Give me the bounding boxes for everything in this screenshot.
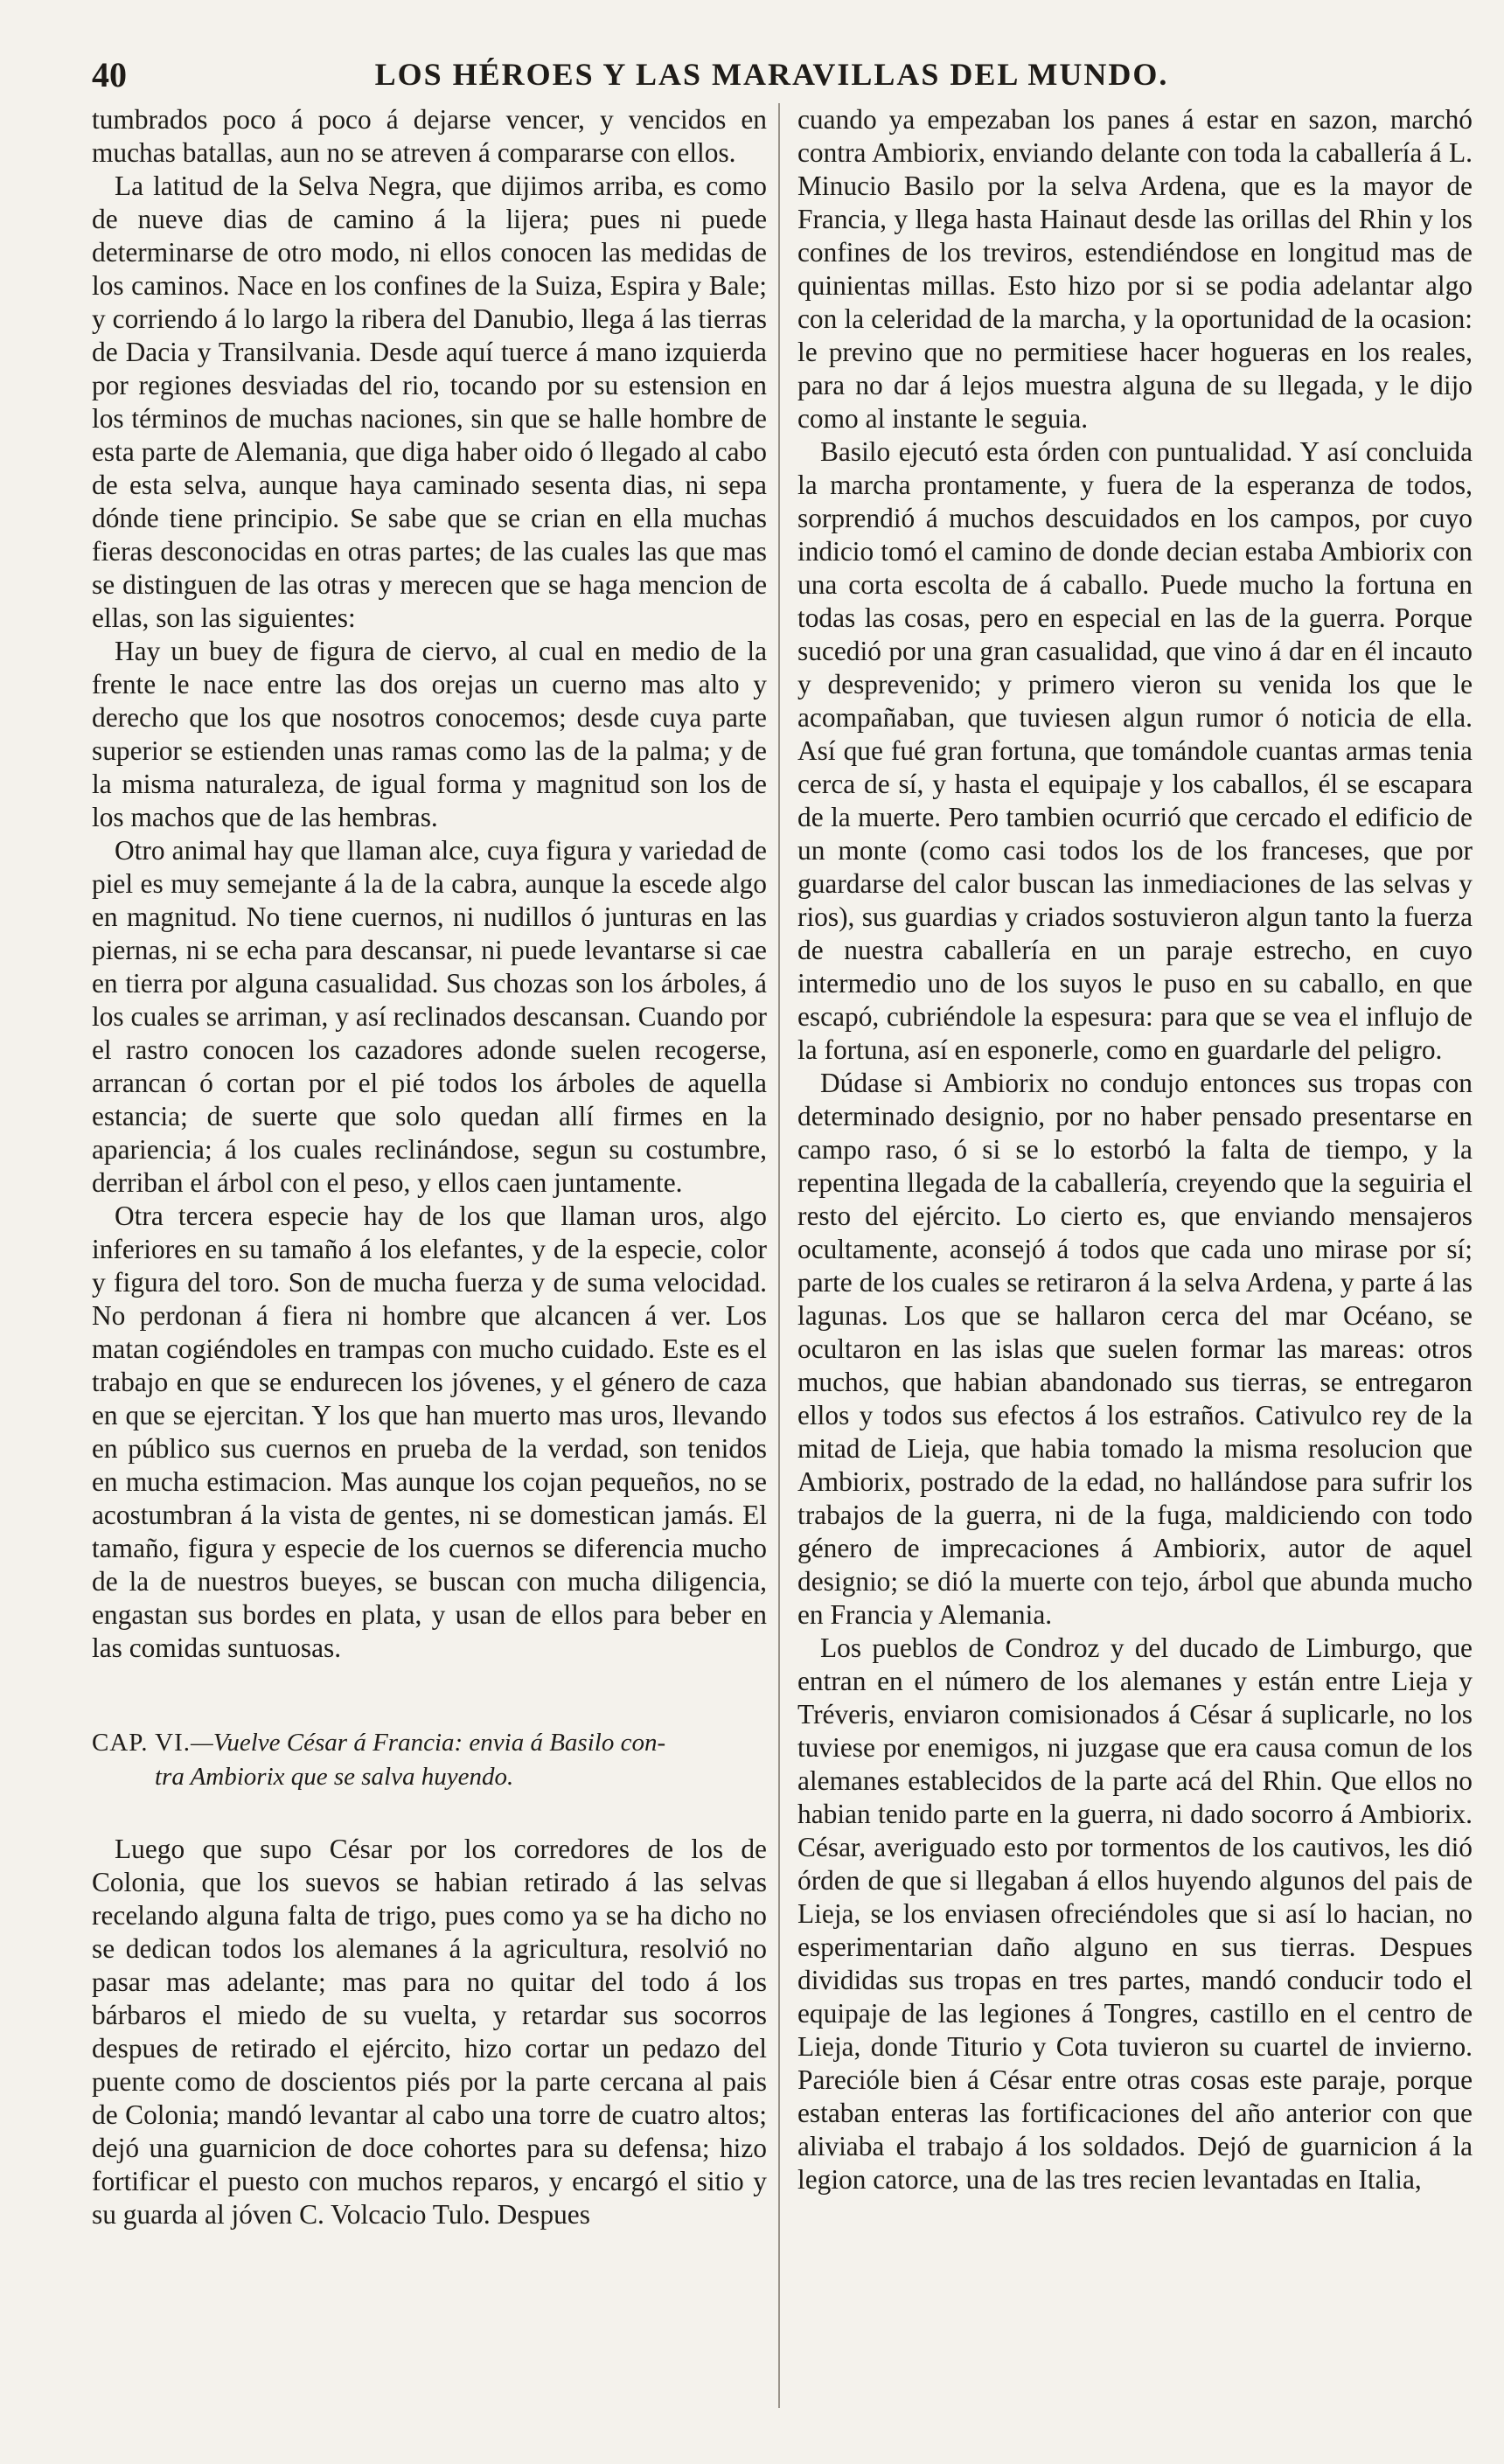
right-column xyxy=(797,103,1473,2196)
chapter-title-line-2: tra Ambiorix que se salva huyendo. xyxy=(155,1763,514,1792)
paragraph: cuando ya empezaban los panes á estar en sazon, marchó contra Ambiorix, enviando delante con toda la caballería á L. Minucio Basilo por la selva Ardena, que es la mayor de Francia, y llega hasta Hainaut desde las orillas del Rhin y los confines de los treviros, estendiéndose en longitud mas de quinientas millas. Esto hizo por si se podia adelantar algo con la celeridad de la marcha, y la oportunidad de la ocasion: le previno que no permitiese hacer hogueras en los reales, para no dar á lejos muestra alguna de su llegada, y le dijo como al instante le seguia. xyxy=(797,104,1473,434)
running-title: LOS HÉROES Y LAS MARAVILLAS DEL MUNDO. xyxy=(374,57,1169,92)
paragraph: Otro animal hay que llaman alce, cuya figura y variedad de piel es muy semejante á la de la cabra, aunque la escede algo en magnitud. No tiene cuernos, ni nudillos ó junturas en las piernas, ni se echa para descansar, ni puede levantarse si cae en tierra por alguna casualidad. Sus chozas son los árboles, á los cuales se arriman, y así reclinados descansan. Cuando por el rastro conocen los cazadores adonde suelen recogerse, arrancan ó cortan por el pié todos los árboles de aquella estancia; de suerte que solo quedan allí firmes en la apariencia; á los cuales reclinándose, segun su costumbre, derriban el árbol con el peso, y ellos caen juntamente. xyxy=(92,835,767,1198)
page-number: 40 xyxy=(92,55,127,94)
chapter-title-line-1: —Vuelve César á Francia: envia á Basilo con- xyxy=(191,1729,666,1757)
paragraph: Los pueblos de Condroz y del ducado de Limburgo, que entran en el número de los alemanes y están entre Lieja y Tréveris, enviaron comisionados á César á suplicarle, no los tuviese por enemigos, ni juzgase que era causa comun de los alemanes establecidos de la parte acá del Rhin. Que ellos no habian tenido parte en la guerra, ni dado socorro á Ambiorix. César, averiguado esto por tormentos de los cautivos, les dió órden de que si llegaban á ellos huyendo algunos del pais de Lieja, se los enviasen ofreciéndoles que si así lo hacian, no esperimentarian daño alguno en sus tierras. Despues divididas sus tropas en tres partes, mandó conducir todo el equipaje de las legiones á Tongres, castillo en el centro de Lieja, donde Titurio y Cota tuvieron su cuartel de invierno. Parecióle bien á César entre otras cosas este paraje, porque estaban enteras las fortificaciones del año anterior con que aliviaba el trabajo á los soldados. Dejó de guarnicion á la legion catorce, una de las tres recien levantadas en Italia, xyxy=(797,1632,1473,2195)
paragraph: La latitud de la Selva Negra, que dijimos arriba, es como de nueve dias de camino á la lijera; pues ni puede determinarse de otro modo, ni ellos conocen las medidas de los caminos. Nace en los confines de la Suiza, Espira y Bale; y corriendo á lo largo la ribera del Danubio, llega á las tierras de Dacia y Transilvania. Desde aquí tuerce á mano izquierda por regiones desviadas del rio, tocando por su estension en los términos de muchas naciones, sin que se halle hombre de esta parte de Alemania, que diga haber oido ó llegado al cabo de esta selva, aunque haya caminado sesenta dias, ni sepa dónde tiene principio. Se sabe que se crian en ella muchas fieras desconocidas en otras partes; de las cuales las que mas se distinguen de las otras y merecen que se haga mencion de ellas, son las siguientes: xyxy=(92,171,767,633)
paragraph: Basilo ejecutó esta órden con puntualidad. Y así concluida la marcha prontamente, y fuera de la esperanza de todos, sorprendió á muchos descuidados en los campos, por cuyo indicio tomó el camino de donde decian estaba Ambiorix con una corta escolta de á caballo. Puede mucho la fortuna en todas las cosas, pero en especial en las de la guerra. Porque sucedió por una gran casualidad, que vino á dar en él incauto y desprevenido; y primero vieron su venida los que le acompañaban, que tuviesen algun rumor ó noticia de ella. Así que fué gran fortuna, que tomándole cuantas armas tenia cerca de sí, y hasta el equipaje y los caballos, él se escapara de la muerte. Pero tambien ocurrió que cercado el edificio de un monte (como casi todos los de los franceses, que por guardarse del calor buscan las inmediaciones de las selvas y rios), sus guardias y criados sostuvieron algun tanto la fuerza de nuestra caballería en un paraje estrecho, en cuyo intermedio uno de los suyos le puso en su caballo, en que escapó, cubriéndole la espesura: para que se vea el influjo de la fortuna, así en esponerle, como en guardarle del peligro. xyxy=(797,436,1473,1065)
chapter-heading xyxy=(92,1726,767,1794)
paragraph: Hay un buey de figura de ciervo, al cual en medio de la frente le nace entre las dos orejas un cuerno mas alto y derecho que los que nosotros conocemos; desde cuya parte superior se estienden unas ramas como las de la palma; y de la misma naturaleza, de igual forma y magnitud son los de los machos que de las hembras. xyxy=(92,636,767,832)
page-header xyxy=(92,54,1452,98)
paragraph: Dúdase si Ambiorix no condujo entonces sus tropas con determinado designio, por no haber pensado presentarse en campo raso, ó si se lo estorbó la falta de tiempo, y la repentina llegada de la caballería, creyendo que la seguiria el resto del ejército. Lo cierto es, que enviando mensajeros ocultamente, aconsejó á todos que cada uno mirase por sí; parte de los cuales se retiraron á la selva Ardena, y parte á las lagunas. Los que se hallaron cerca del mar Océano, se ocultaron en las islas que suelen formar las mareas: otros muchos, que habian abandonado sus tierras, se entregaron ellos y todos sus efectos á los estraños. Cativulco rey de la mitad de Lieja, que habia tomado la misma resolucion que Ambiorix, postrado de la edad, no hallándose para sufrir los trabajos de la guerra, ni de la fuga, maldiciendo con todo género de imprecaciones á Ambiorix, autor de aquel designio; se dió la muerte con tejo, árbol que abunda mucho en Francia y Alemania. xyxy=(797,1068,1473,1630)
left-column xyxy=(92,103,767,2231)
chapter-number: CAP. VI. xyxy=(92,1729,191,1757)
column-divider xyxy=(778,103,780,2408)
paragraph: Otra tercera especie hay de los que llaman uros, algo inferiores en su tamaño á los elefantes, y de la especie, color y figura del toro. Son de mucha fuerza y de suma velocidad. No perdonan á fiera ni hombre que alcancen á ver. Los matan cogiéndoles en trampas con mucho cuidado. Este es el trabajo en que se endurecen los jóvenes, y el género de caza en que se ejercitan. Y los que han muerto mas uros, llevando en público sus cuernos en prueba de la verdad, son tenidos en mucha estimacion. Mas aunque los cojan pequeños, no se acostumbran á la vista de gentes, ni se domestican jamás. El tamaño, figura y especie de los cuernos se diferencia mucho de la de nuestros bueyes, se buscan con mucha diligencia, engastan sus bordes en plata, y usan de ellos para beber en las comidas suntuosas. xyxy=(92,1201,767,1663)
paragraph: Luego que supo César por los corredores de los de Colonia, que los suevos se habian retirado á las selvas recelando alguna falta de trigo, pues como ya se ha dicho no se dedican todos los alemanes á la agricultura, resolvió no pasar mas adelante; mas para no quitar del todo á los bárbaros el miedo de su vuelta, y retardar sus socorros despues de retirado el ejército, hizo cortar un pedazo del puente como de doscientos piés por la parte cercana al pais de Colonia; mandó levantar al cabo una torre de cuatro altos; dejó una guarnicion de doce cohortes para su defensa; hizo fortificar el puesto con muchos reparos, y encargó el sitio y su guarda al jóven C. Volcacio Tulo. Despues xyxy=(92,1834,767,2231)
paragraph: tumbrados poco á poco á dejarse vencer, y vencidos en muchas batallas, aun no se atreven á compararse con ellos. xyxy=(92,104,767,168)
